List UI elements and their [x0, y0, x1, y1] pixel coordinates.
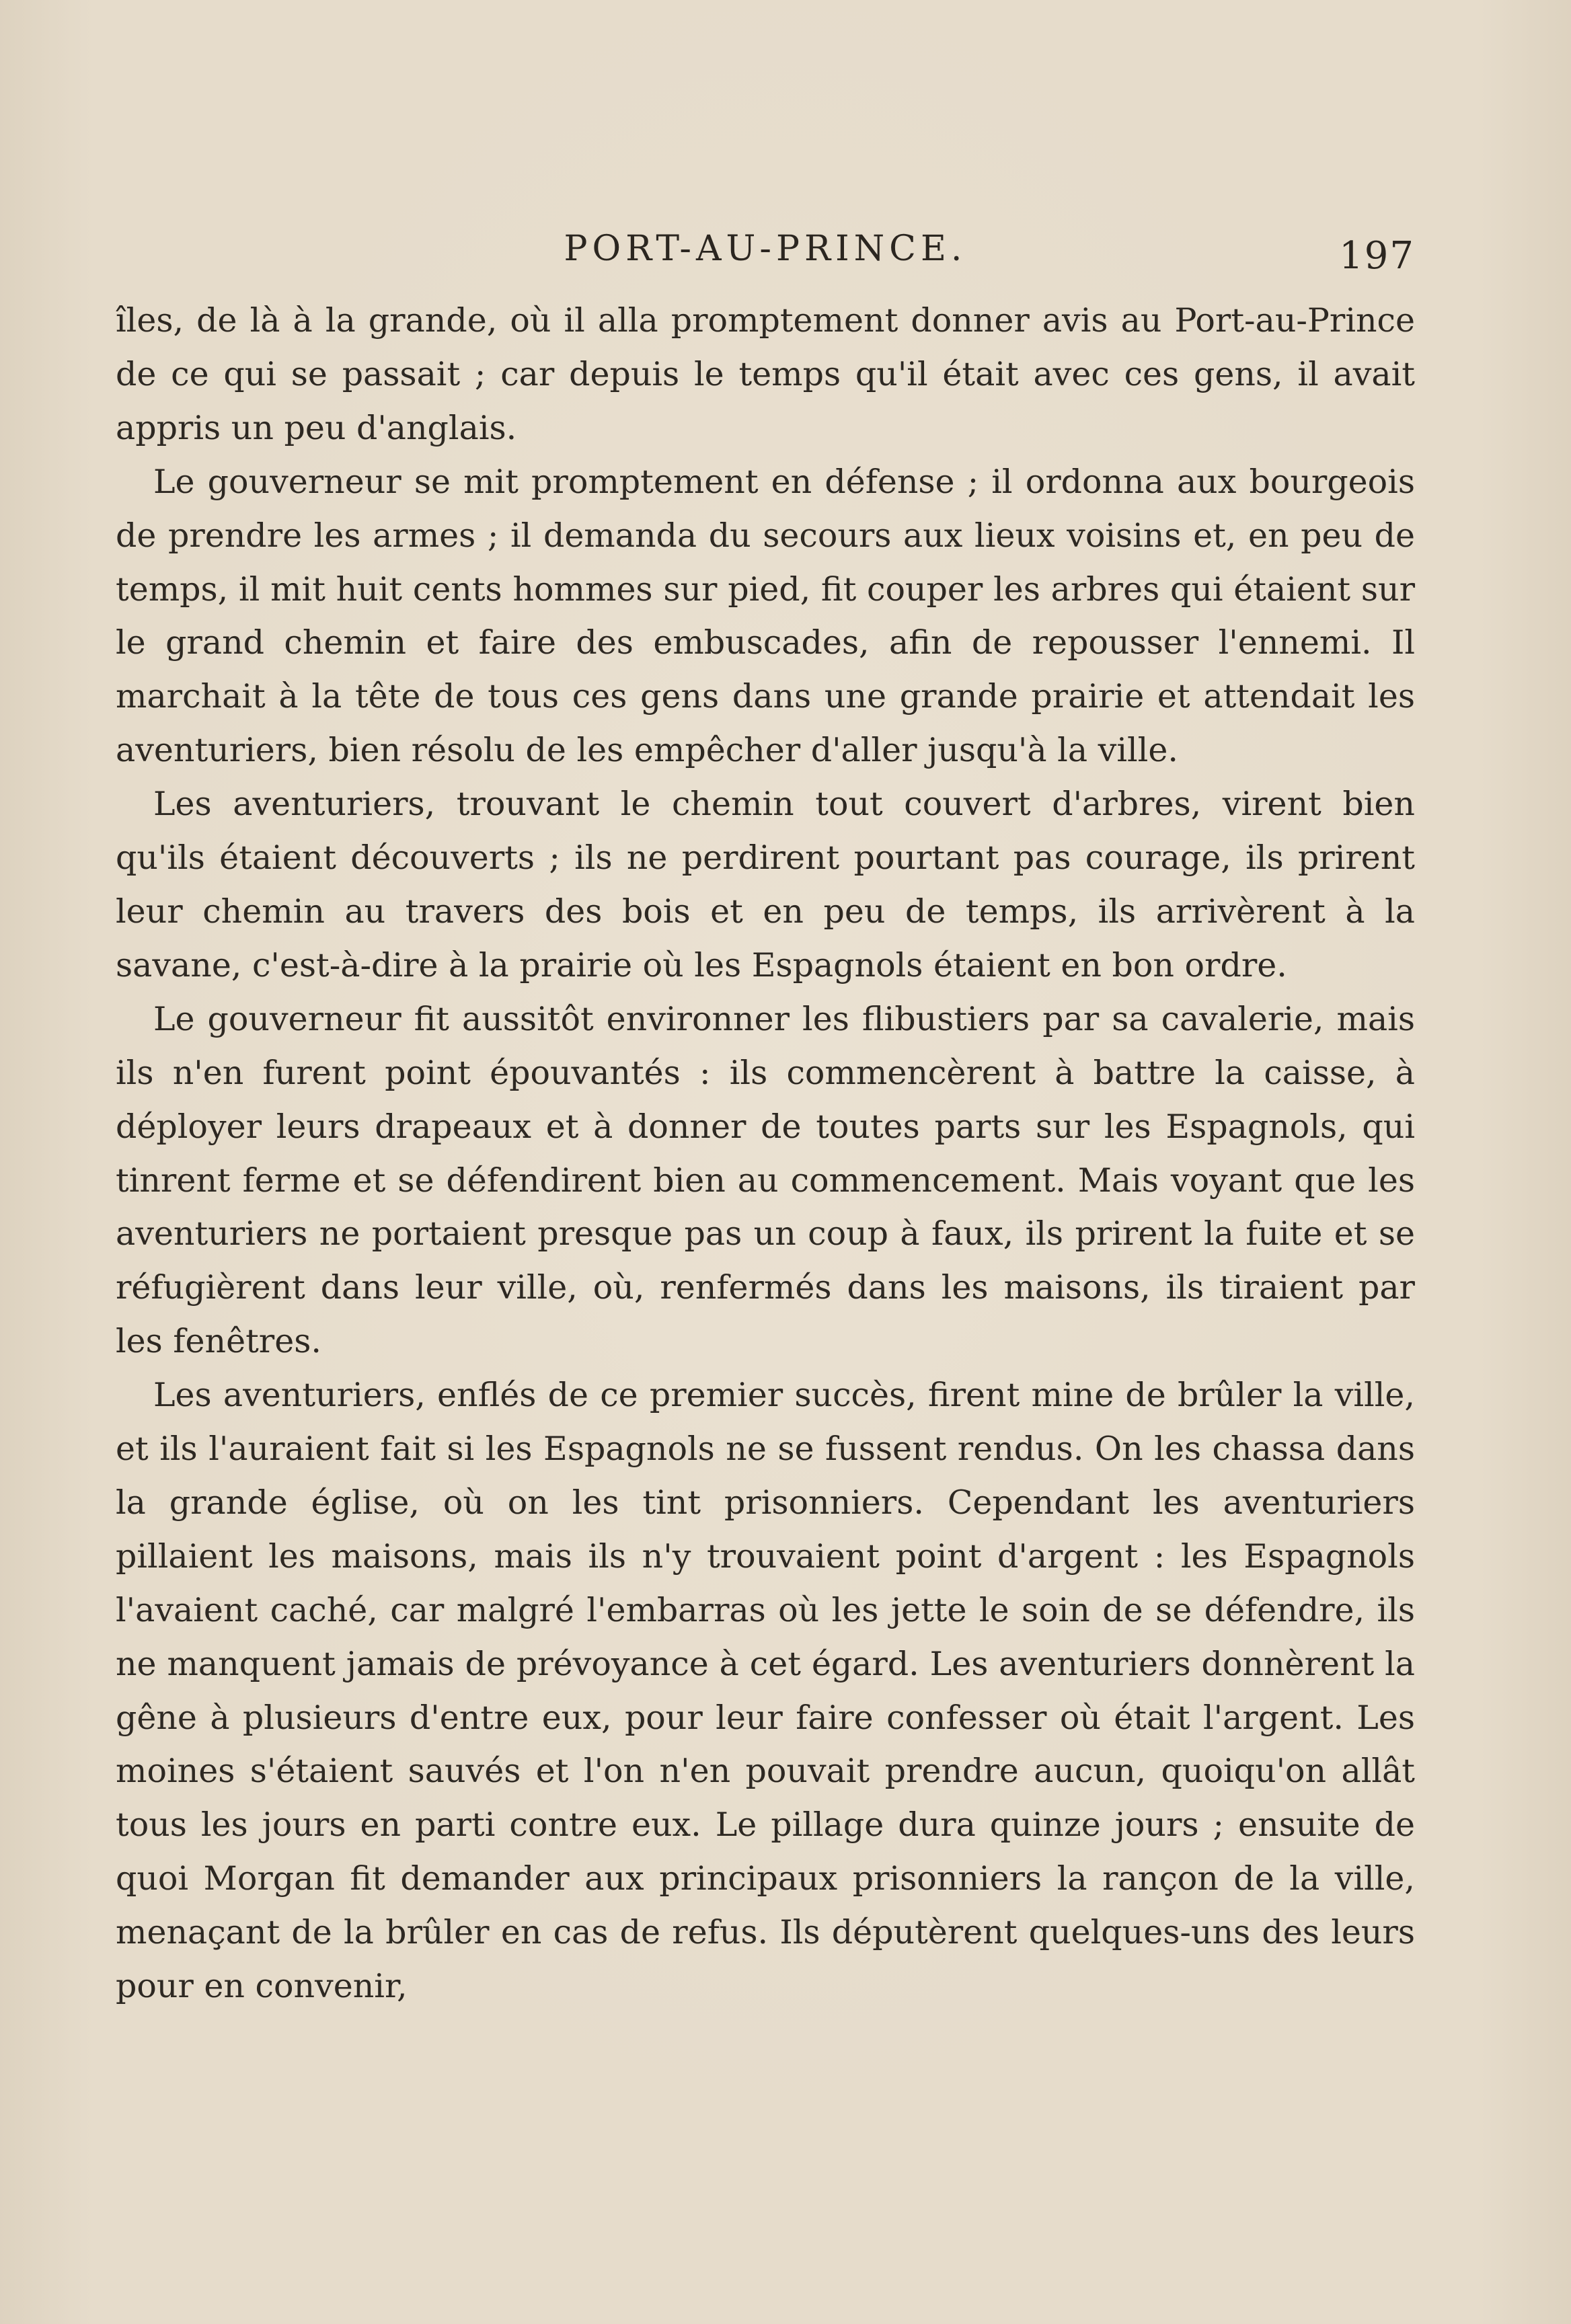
- paragraph: îles, de là à la grande, où il alla promptement donner avis au Port-au-Prince de ce qui se passait ; car depuis le temps qu'il était avec ces gens, il avait appris un peu d'anglais.: [116, 301, 1415, 447]
- body-text: [116, 294, 1415, 2013]
- running-title: PORT-AU-PRINCE.: [564, 229, 967, 269]
- paragraph: Les aventuriers, enflés de ce premier succès, firent mine de brûler la ville, et ils l'auraient fait si les Espagnols ne se fussent rendus. On les chassa dans la grande église, où on les tint prisonniers. Cependant les aventuriers pillaient les maisons, mais ils n'y trouvaient point d'argent : les Espagnols l'avaient caché, car malgré l'embarras où les jette le soin de se défendre, ils ne manquent jamais de prévoyance à cet égard. Les aventuriers donnèrent la gêne à plusieurs d'entre eux, pour leur faire confesser où était l'argent. Les moines s'étaient sauvés et l'on n'en pouvait prendre aucun, quoiqu'on allât tous les jours en parti contre eux. Le pillage dura quinze jours ; ensuite de quoi Morgan fit demander aux principaux prisonniers la rançon de la ville, menaçant de la brûler en cas de refus. Ils députèrent quelques-uns des leurs pour en convenir,: [116, 1376, 1415, 2006]
- paragraph: Le gouverneur fit aussitôt environner les flibustiers par sa cavalerie, mais ils n'en furent point épouvantés : ils commencèrent à battre la caisse, à déployer leurs drapeaux et à donner de toutes parts sur les Espagnols, qui tinrent ferme et se défendirent bien au commencement. Mais voyant que les aventuriers ne portaient presque pas un coup à faux, ils prirent la fuite et se réfugièrent dans leur ville, où, renfermés dans les maisons, ils tiraient par les fenêtres.: [116, 999, 1415, 1361]
- paragraph: Le gouverneur se mit promptement en défense ; il ordonna aux bourgeois de prendre les armes ; il demanda du secours aux lieux voisins et, en peu de temps, il mit huit cents hommes sur pied, fit couper les arbres qui étaient sur le grand chemin et faire des embuscades, afin de repousser l'ennemi. Il marchait à la tête de tous ces gens dans une grande prairie et attendait les aventuriers, bien résolu de les empêcher d'aller jusqu'à la ville.: [116, 462, 1415, 770]
- page-number: 197: [1339, 234, 1415, 278]
- paragraph: Les aventuriers, trouvant le chemin tout couvert d'arbres, virent bien qu'ils étaient découverts ; ils ne perdirent pourtant pas courage, ils prirent leur chemin au travers des bois et en peu de temps, ils arrivèrent à la savane, c'est-à-dire à la prairie où les Espagnols étaient en bon ordre.: [116, 785, 1415, 984]
- page-header: [116, 229, 1415, 282]
